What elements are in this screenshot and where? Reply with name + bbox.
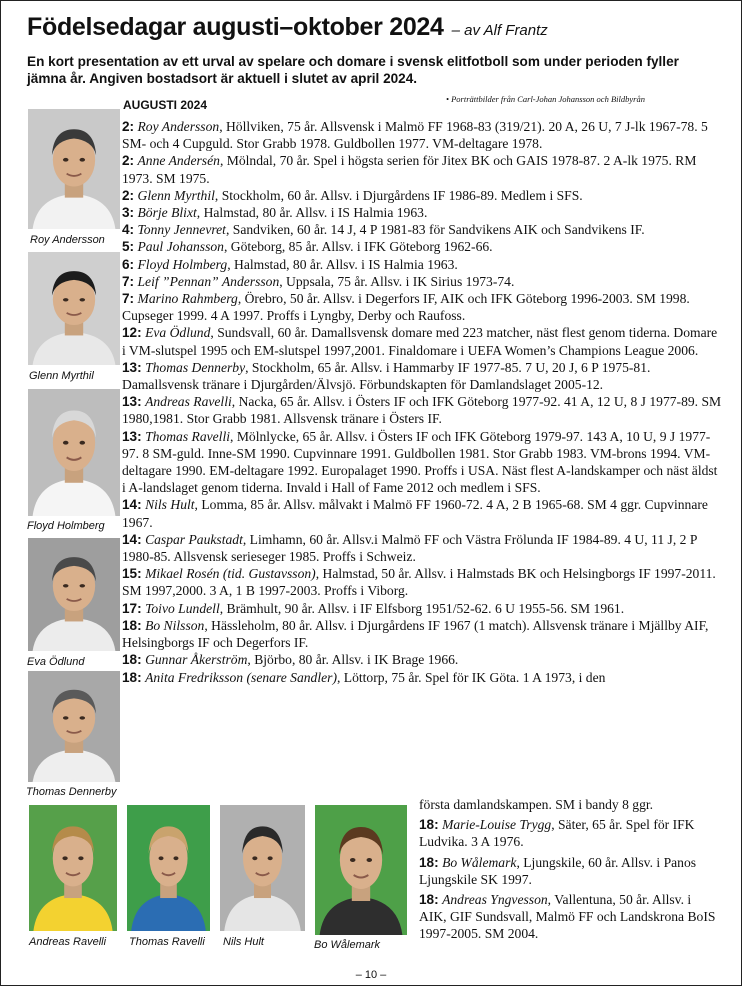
photo-caption: Bo Wålemark — [314, 939, 381, 951]
birthday-entry — [419, 796, 719, 813]
entry-text: , Örebro, 50 år. Allsv. i Degerfors IF, AIK och IFK Göteborg 1996-2003. SM 1998. Cupseger 1999. 4 A 1997. Proffs i Lyngby, Derby och Raufoss. — [122, 291, 690, 324]
entry-name: Nils Hult — [145, 497, 195, 513]
entry-day: 18: — [122, 617, 142, 633]
birthday-entry — [122, 359, 722, 393]
portrait-photo — [127, 805, 210, 931]
entry-day: 13: — [122, 359, 142, 375]
entry-day: 18: — [419, 892, 439, 908]
page-number: – 10 – — [355, 969, 387, 981]
birthday-list — [122, 118, 722, 686]
entry-name: Anita Fredriksson (senare Sandler) — [145, 669, 337, 685]
page-title: Födelsedagar augusti–oktober 2024 — [27, 13, 444, 41]
entry-name: Mikael Rosén (tid. Gustavsson) — [145, 566, 316, 582]
entry-day: 13: — [122, 428, 142, 444]
photo-caption: Glenn Myrthil — [29, 370, 94, 382]
entry-text: , Sundsvall, 60 år. Damallsvensk domare med 223 matcher, näst flest genom tiderna. Domare i VM-slutspel 1995 och EM-slutspel 1997,2001. Finaldomare i UEFA Women’s Champions League 2006. — [122, 325, 718, 358]
birthday-entry — [419, 816, 719, 850]
entry-text: , Ljungskile, 60 år. Allsv. i Panos Ljungskile SK 1997. — [419, 854, 697, 887]
entry-name: Andreas Ravelli — [145, 394, 232, 410]
portrait-image — [220, 805, 305, 931]
birthday-entry — [122, 256, 722, 273]
birthday-entry — [122, 617, 722, 651]
birthday-entry — [122, 669, 722, 686]
entry-name: Gunnar Åkerström — [145, 652, 248, 668]
entry-day: 14: — [122, 497, 142, 513]
entry-day: 18: — [419, 854, 439, 870]
entry-text: , Halmstad, 80 år. Allsv. i IS Halmia 1963. — [227, 256, 458, 272]
birthday-entry — [122, 290, 722, 324]
entry-name: Eva Ödlund — [145, 325, 211, 341]
intro-text: En kort presentation av ett urval av spelare och domare i svensk elitfotboll som under perioden fyller jämna år. Angiven bostadsort är aktuell i slutet av april 2024. — [27, 54, 679, 86]
entry-day: 18: — [122, 652, 142, 668]
entry-text: , Brämhult, 90 år. Allsv. i IF Elfsborg 1951/52-62. 6 U 1955-56. SM 1961. — [219, 600, 625, 616]
entry-text: , Lomma, 85 år. Allsv. målvakt i Malmö FF 1960-72. 4 A, 2 B 1965-68. SM 4 ggr. Cupvinnare 1967. — [122, 497, 708, 530]
birthday-entry — [122, 393, 722, 427]
entry-day: 15: — [122, 566, 142, 582]
photo-credit: • Porträttbilder från Carl-Johan Johansson och Bildbyrån — [446, 94, 645, 104]
birthday-entry — [419, 891, 719, 943]
photo-caption: Andreas Ravelli — [29, 936, 107, 948]
entry-text: , Halmstad, 80 år. Allsv. i IS Halmia 1963. — [196, 205, 428, 221]
portrait-image — [29, 805, 117, 931]
portrait-image — [28, 389, 120, 516]
entry-day: 14: — [122, 531, 142, 547]
entry-name: Börje Blixt — [137, 205, 197, 221]
entry-day: 5: — [122, 239, 135, 255]
portrait-photo — [28, 252, 120, 365]
entry-text: , Vallentuna, 50 år. Allsv. i AIK, GIF Sundsvall, Malmö FF och Landskrona BoIS 1997-2005. SM 2004. — [419, 892, 716, 942]
entry-name: Toivo Lundell — [145, 600, 220, 616]
photo-caption: Thomas Dennerby — [26, 786, 117, 798]
entry-day: 2: — [122, 187, 135, 203]
entry-day: 4: — [122, 222, 135, 238]
birthday-entry — [419, 854, 719, 888]
portrait-photo — [315, 805, 407, 935]
entry-text: första damlandskampen. SM i bandy 8 ggr. — [419, 797, 654, 812]
portrait-photo — [29, 805, 117, 931]
entry-text: , Björbo, 80 år. Allsv. i IK Brage 1966. — [247, 652, 459, 668]
portrait-image — [315, 805, 407, 935]
photo-caption: Thomas Ravelli — [129, 936, 205, 948]
entry-day: 12: — [122, 325, 142, 341]
portrait-photo — [220, 805, 305, 931]
birthday-entry — [122, 238, 722, 255]
entry-text: , Mölnlycke, 65 år. Allsv. i Östers IF och IFK Göteborg 1979-97. 143 A, 10 U, 9 J 1977-97. 8 SM-guld. Inne-SM 1990. Cupvinnare 1991. Guldbollen 1981. Stor Grabb 1983. VM-brons 1994. VM-deltagare 1990. EM-deltagare 1992. Europalaget 1990. Proffs i USA. Näst flest A-landskamper och näst äldst i A-landslaget genom tiderna. Invald i Hall of Fame 2012 och medlem i SFS. — [122, 428, 718, 496]
birthday-entry — [122, 118, 722, 152]
entry-name: Thomas Dennerby — [145, 359, 246, 375]
entry-day: 2: — [122, 119, 135, 134]
birthday-entry — [122, 204, 722, 221]
entry-name: Roy Andersson — [137, 119, 220, 134]
entry-name: Bo Nilsson — [145, 617, 205, 633]
birthday-entry — [122, 273, 722, 290]
entry-text: , Nacka, 65 år. Allsv. i Östers IF och IFK Göteborg 1977-92. 41 A, 12 U, 8 J 1977-89. SM 1980,1981. Stor Grabb 1981. Allsvensk tränare i Östers IF. — [122, 394, 722, 427]
portrait-photo — [28, 538, 120, 651]
entry-day: 2: — [122, 153, 135, 169]
birthday-entry — [122, 324, 722, 358]
portrait-image — [28, 538, 120, 651]
entry-name: Marie-Louise Trygg — [442, 817, 552, 833]
birthday-entry — [122, 496, 722, 530]
entry-text: , Stockholm, 65 år. Allsv. i Hammarby IF 1977-85. 7 U, 20 J, 6 P 1975-81. Damallsvensk tränare i Djurgården/Älvsjö. Förbundskapten för Damlandslaget 2005-12. — [122, 359, 651, 393]
photo-caption: Roy Andersson — [30, 234, 105, 246]
birthday-entry — [122, 600, 722, 617]
entry-day: 7: — [122, 273, 135, 289]
entry-name: Marino Rahmberg — [137, 291, 238, 307]
entry-name: Thomas Ravelli — [145, 428, 231, 444]
byline: – av Alf Frantz — [451, 22, 548, 39]
birthday-list-continued — [419, 796, 719, 946]
entry-name: Bo Wålemark — [442, 854, 517, 870]
birthday-entry — [122, 221, 722, 238]
entry-day: 3: — [122, 205, 135, 221]
birthday-entry — [122, 152, 722, 186]
entry-text: , Mölndal, 70 år. Spel i högsta serien för Jitex BK och GAIS 1978-87. 2 A-lk 1975. RM 1973. SM 1975. — [122, 153, 697, 186]
birthday-entry — [122, 531, 722, 565]
entry-day: 17: — [122, 600, 142, 616]
entry-day: 18: — [122, 669, 142, 685]
birthday-entry — [122, 565, 722, 599]
entry-text: , Sandviken, 60 år. 14 J, 4 P 1981-83 för Sandvikens AIK och Sandvikens IF. — [225, 222, 645, 238]
entry-text: , Stockholm, 60 år. Allsv. i Djurgårdens IF 1986-89. Medlem i SFS. — [214, 187, 583, 203]
photo-caption: Eva Ödlund — [27, 656, 85, 668]
entry-name: Tonny Jennevret — [137, 222, 226, 238]
entry-text: , Halmstad, 50 år. Allsv. i Halmstads BK och Helsingborgs IF 1997-2011. SM 1997,2000. 3 A, 1 B 1997-2003. Proffs i Viborg. — [122, 566, 716, 599]
title-row — [27, 13, 548, 42]
entry-day: 6: — [122, 256, 135, 272]
birthday-entry — [122, 651, 722, 668]
portrait-photo — [28, 671, 120, 782]
entry-name: Floyd Holmberg — [137, 256, 228, 272]
portrait-image — [28, 109, 120, 229]
portrait-image — [127, 805, 210, 931]
entry-name: Glenn Myrthil — [137, 187, 215, 203]
entry-day: 18: — [419, 817, 439, 833]
entry-name: Anne Andersén — [137, 153, 220, 169]
entry-day: 13: — [122, 394, 142, 410]
portrait-photo — [28, 109, 120, 229]
photo-caption: Nils Hult — [223, 936, 264, 948]
entry-name: Caspar Paukstadt — [145, 531, 243, 547]
entry-text: , Göteborg, 85 år. Allsv. i IFK Göteborg 1962-66. — [223, 239, 493, 255]
portrait-image — [28, 252, 120, 365]
entry-day: 7: — [122, 291, 135, 307]
entry-name: Leif ”Pennan” Andersson — [137, 273, 280, 289]
entry-text: , Löttorp, 75 år. Spel för IK Göta. 1 A 1973, i den — [336, 669, 606, 685]
entry-name: Paul Johansson — [137, 239, 224, 255]
entry-text: , Uppsala, 75 år. Allsv. i IK Sirius 1973-74. — [279, 273, 515, 289]
entry-text: , Höllviken, 75 år. Allsvensk i Malmö FF 1968-83 (319/21). 20 A, 26 U, 7 J-lk 1967-78. 5 SM- och 4 Cupguld. Stor Grabb 1978. Guldbollen 1977. VM-deltagare 1978. — [122, 119, 708, 152]
entry-text: , Säter, 65 år. Spel för IFK Ludvika. 3 A 1976. — [419, 817, 695, 850]
birthday-entry — [122, 428, 722, 497]
portrait-image — [28, 671, 120, 782]
section-heading: AUGUSTI 2024 — [123, 98, 208, 112]
birthday-entry — [122, 187, 722, 204]
photo-caption: Floyd Holmberg — [27, 520, 105, 532]
portrait-photo — [28, 389, 120, 516]
entry-name: Andreas Yngvesson — [442, 892, 548, 908]
entry-text: , Hässleholm, 80 år. Allsv. i Djurgårdens IF 1967 (1 match). Allsvensk tränare i Mjällby AIF, Helsingborgs IF och Degerfors IF. — [122, 617, 709, 651]
entry-text: , Limhamn, 60 år. Allsv.i Malmö FF och Västra Frölunda IF 1984-89. 4 U, 11 J, 2 P 1980-85. Allsvensk serieseger 1985. Proffs i Schweiz. — [122, 531, 697, 565]
